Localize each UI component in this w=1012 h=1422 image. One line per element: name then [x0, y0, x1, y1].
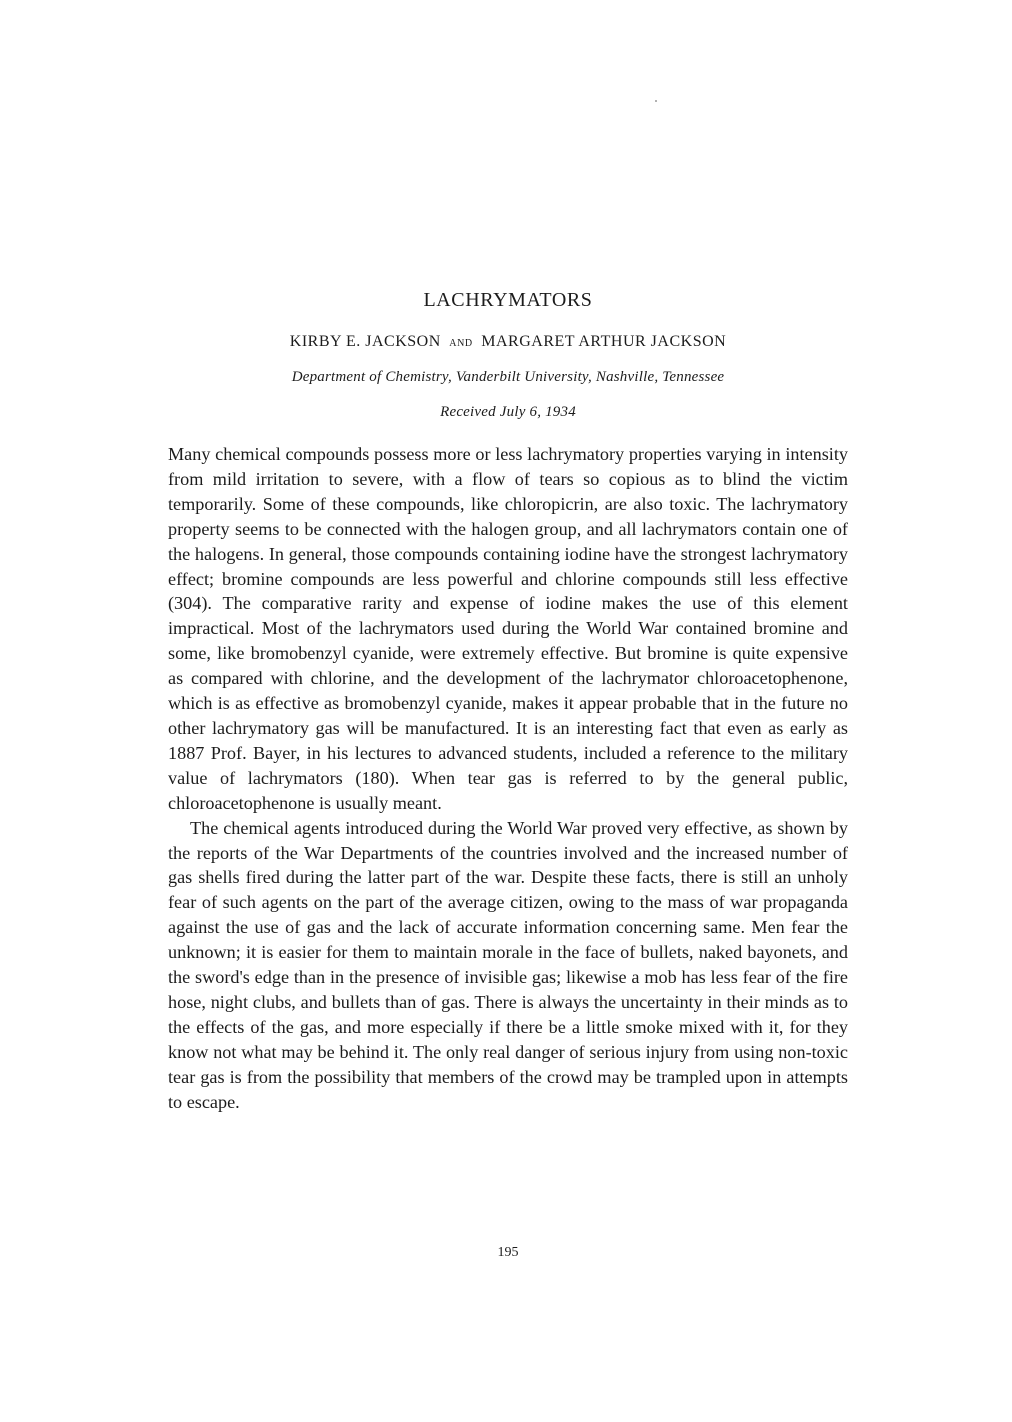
- article-title: LACHRYMATORS: [423, 289, 593, 311]
- page-number: 195: [497, 1245, 519, 1260]
- body-paragraph: The chemical agents introduced during the World War proved very effective, as shown by the reports of the War Departments of the countries involved and the increased number of gas shells fired during the latter part of the war. Despite these facts, there is still an unholy fear of such agents on the part of the average citizen, owing to the mass of war propaganda against the use of gas and the lack of accurate information concerning same. Men fear the unknown; it is easier for them to maintain morale in the face of bullets, naked bayonets, and the sword's edge than in the presence of invisible gas; likewise a mob has less fear of the fire hose, night clubs, and bullets than of gas. There is always the uncertainty in their minds as to the effects of the gas, and more especially if there be a little smoke mixed with it, for they know not what may be behind it. The only real danger of serious injury from using non-toxic tear gas is from the possibility that members of the crowd may be trampled upon in attempts to escape.: [168, 817, 848, 1112]
- author-affiliation: Department of Chemistry, Vanderbilt University, Nashville, Tennessee: [291, 369, 725, 385]
- received-date: Received July 6, 1934: [440, 404, 576, 420]
- article-body: [168, 442, 848, 1114]
- body-paragraph: Many chemical compounds possess more or less lachrymatory properties varying in intensity from mild irritation to severe, with a flow of tears so copious as to blind the victim temporarily. Some of these compounds, like chloropicrin, are also toxic. The lachrymatory property seems to be connected with the halogen group, and all lachrymators contain one of the halogens. In general, those compounds containing iodine have the strongest lachrymatory effect; bromine compounds are less powerful and chlorine compounds still less effective (304). The comparative rarity and expense of iodine makes the use of this element impractical. Most of the lachrymators used during the World War contained bromine and some, like bromobenzyl cyanide, were extremely effective. But bromine is quite expensive as compared with chlorine, and the development of the lachrymator chloroacetophenone, which is as effective as bromobenzyl cyanide, makes it appear probable that in the future no other lachrymatory gas will be manufactured. It is an interesting fact that even as early as 1887 Prof. Bayer, in his lectures to advanced students, included a reference to the military value of lachrymators (180). When tear gas is referred to by the general public, chloroacetophenone is usually meant.: [168, 444, 848, 813]
- scan-speck: [655, 100, 657, 102]
- author-line: [168, 333, 848, 351]
- author-name: MARGARET ARTHUR JACKSON: [481, 333, 727, 350]
- author-name: KIRBY E. JACKSON: [289, 333, 441, 350]
- author-joiner: AND: [449, 338, 473, 349]
